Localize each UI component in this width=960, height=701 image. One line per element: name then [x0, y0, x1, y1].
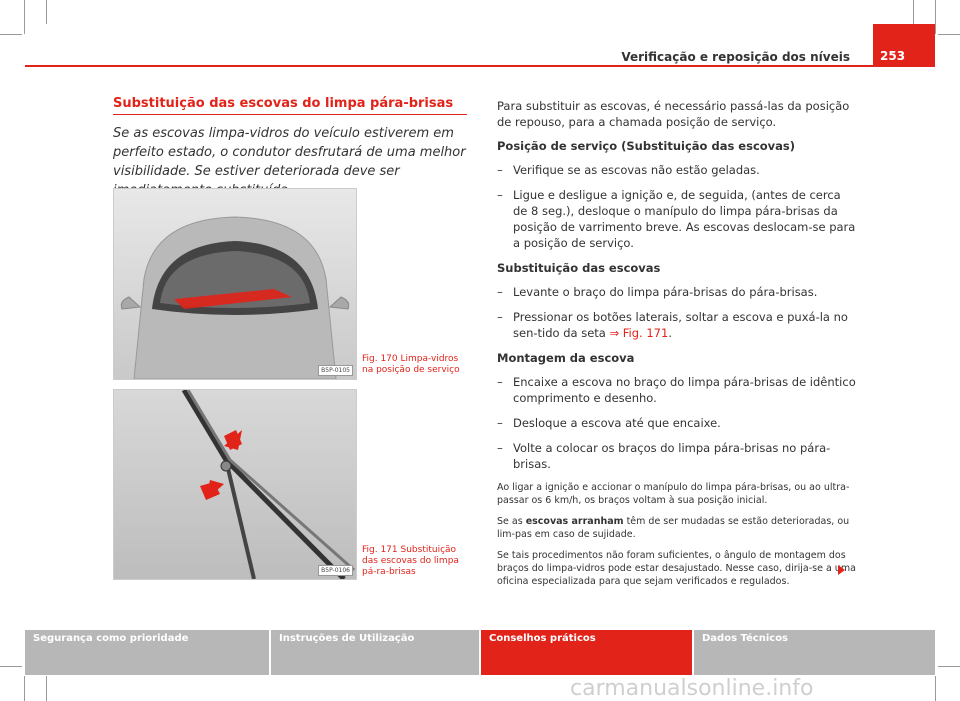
- crop-mark: [938, 34, 960, 35]
- page-number-tab: [873, 24, 935, 67]
- note-emphasis: escovas arranham: [525, 516, 624, 527]
- figure-code: B5P-0106: [318, 565, 353, 576]
- crop-mark: [938, 666, 960, 667]
- crop-mark: [0, 34, 22, 35]
- subheading-replacement: Substituição das escovas: [497, 261, 661, 275]
- crop-mark: [913, 0, 914, 24]
- note-text: Se as: [497, 516, 526, 527]
- footer-tab-technical-data[interactable]: [694, 630, 935, 675]
- wiper-blade-illustration: [114, 390, 356, 579]
- list-item: – Encaixe a escova no braço do limpa pára-brisas de idêntico comprimento e desenho.: [497, 375, 856, 405]
- note-ignition: Ao ligar a ignição e accionar o manípulo do limpa pára-brisas, ou ao ultra-passar os 6 km/h, os braços voltam à sua posição inicial.: [497, 482, 850, 506]
- crop-mark: [935, 0, 936, 34]
- list-item-text: Desloque a escova até que encaixe.: [513, 416, 721, 430]
- page-number: 253: [880, 49, 906, 63]
- footer-tab-label: Instruções de Utilização: [279, 633, 415, 644]
- crop-mark: [935, 676, 936, 701]
- figure-171-caption: Fig. 171 Substituição das escovas do limpa pá-ra-brisas: [362, 545, 459, 577]
- list-item: – Levante o braço do limpa pára-brisas do pára-brisas.: [497, 285, 818, 299]
- list-item: – Desloque a escova até que encaixe.: [497, 416, 721, 430]
- subheading-service-position: Posição de serviço (Substituição das escovas): [497, 139, 796, 153]
- footer-tab-instructions[interactable]: [271, 630, 479, 675]
- section-title: Substituição das escovas do limpa pára-brisas: [113, 96, 467, 115]
- footer-tab-label: Segurança como prioridade: [33, 633, 189, 644]
- list-item-text: Verifique se as escovas não estão geladas.: [513, 163, 760, 177]
- footer-tab-practical-tips[interactable]: [481, 630, 692, 675]
- main-text-column: [497, 98, 857, 596]
- crop-mark: [0, 666, 22, 667]
- car-front-illustration: [114, 189, 356, 379]
- list-item: – Verifique se as escovas não estão geladas.: [497, 163, 760, 177]
- crop-mark: [24, 0, 25, 34]
- note-workshop: Se tais procedimentos não foram suficientes, o ângulo de montagem dos braços do limpa-vidros pode estar desajustado. Nesse caso, dirija-se a uma oficina especializada para que sejam verificados e regulados.: [497, 550, 856, 587]
- figure-170-wiper-service-position: [113, 188, 357, 380]
- list-item-text: Volte a colocar os braços do limpa pára-brisas no pára-brisas.: [513, 441, 831, 471]
- crop-mark: [46, 0, 47, 24]
- running-header-title: Verificação e reposição dos níveis: [621, 50, 850, 64]
- note-text: têm de ser mudadas se estão deterioradas, ou lim-pas em caso de sujidade.: [497, 516, 850, 540]
- footer-tab-safety[interactable]: [25, 630, 269, 675]
- note-scratching: [497, 515, 857, 541]
- footer-tab-label: Dados Técnicos: [702, 633, 789, 644]
- figure-reference-link[interactable]: ⇒ Fig. 171: [609, 326, 669, 340]
- watermark: carmanualsonline.info: [570, 676, 814, 701]
- list-item: – Volte a colocar os braços do limpa pára-brisas no pára-brisas.: [497, 441, 831, 471]
- subheading-mounting: Montagem da escova: [497, 351, 635, 365]
- list-item-text: Ligue e desligue a ignição e, de seguida, (antes de cerca de 8 seg.), desloque o manípulo do limpa pára-brisas da posição de varrimento breve. As escovas deslocam-se para a posição de serviço.: [513, 188, 856, 250]
- list-item-text: Pressionar os botões laterais, soltar a escova e puxá-la no sen-tido da seta: [513, 310, 848, 340]
- figure-171-wiper-blade-replacement: [113, 389, 357, 580]
- list-item: – Pressionar os botões laterais, soltar a escova e puxá-la no sen-tido da seta ⇒ Fig. 171.: [497, 310, 848, 340]
- header-rule: [25, 65, 935, 67]
- section-intro: Se as escovas limpa-vidros do veículo estiverem em perfeito estado, o condutor desfrutará de uma melhor visibilidade. Se estiver deteriorada deve ser: [113, 126, 466, 179]
- continue-arrow-icon: [838, 565, 845, 575]
- list-item: – Ligue e desligue a ignição e, de seguida, (antes de cerca de 8 seg.), desloque o manípulo do limpa pára-brisas da posição de varrimento breve. As escovas deslocam-se para a posição de serviço.: [497, 188, 856, 250]
- list-item-text: Levante o braço do limpa pára-brisas do pára-brisas.: [513, 285, 818, 299]
- crop-mark: [24, 676, 25, 701]
- crop-mark: [46, 676, 47, 701]
- figure-code: B5P-0105: [318, 365, 353, 376]
- list-item-text: Encaixe a escova no braço do limpa pára-brisas de idêntico comprimento e desenho.: [513, 375, 856, 405]
- figure-170-caption: Fig. 170 Limpa-vidros na posição de serviço: [362, 354, 460, 375]
- footer-tab-label: Conselhos práticos: [489, 633, 596, 644]
- body-intro: Para substituir as escovas, é necessário passá-las da posição de repouso, para a chamada posição de serviço.: [497, 99, 850, 129]
